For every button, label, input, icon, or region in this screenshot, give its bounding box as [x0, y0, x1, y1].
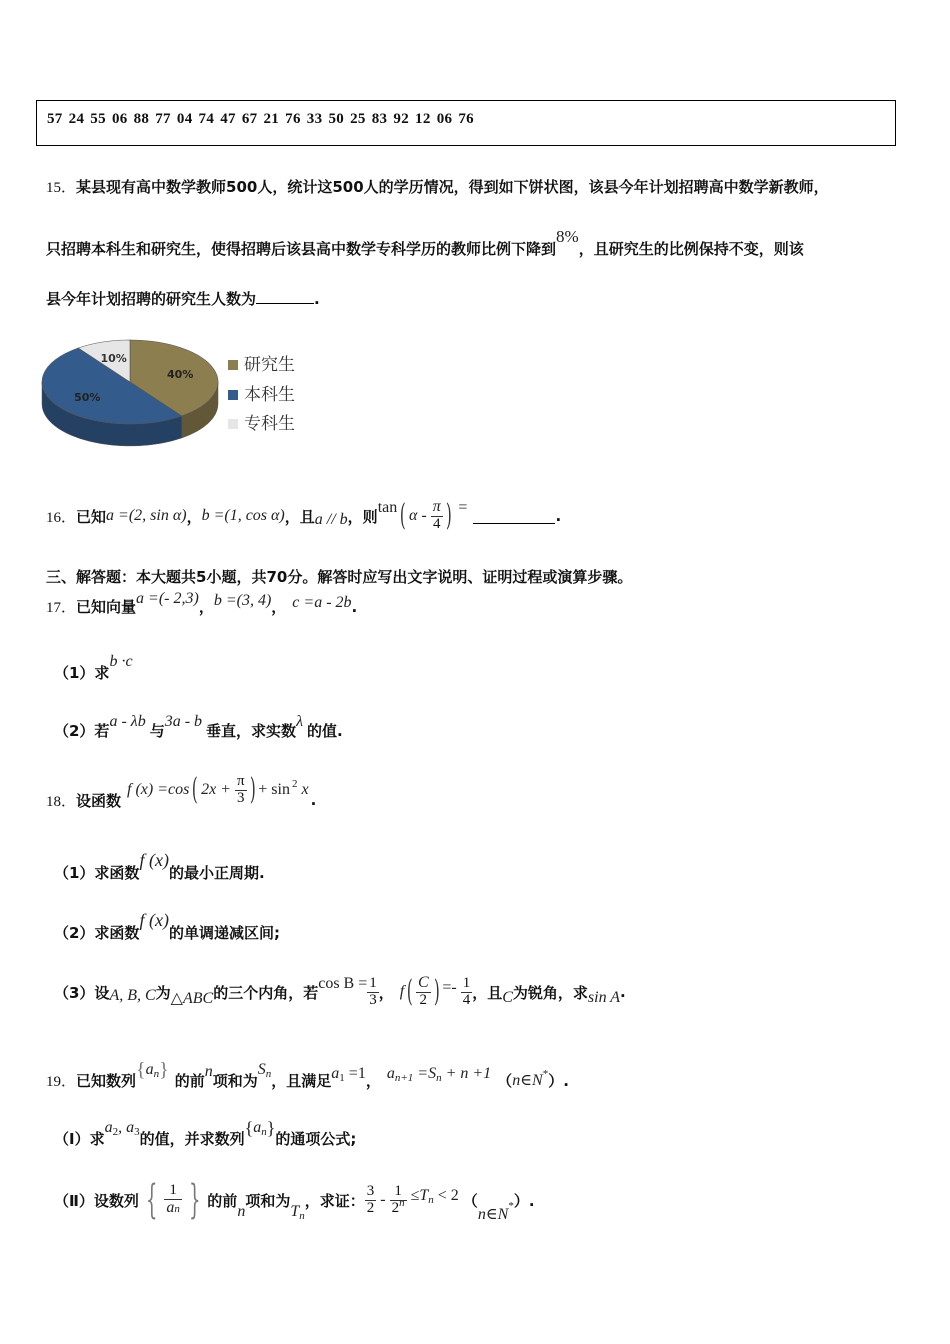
random-number-row: 57 24 55 06 88 77 04 74 47 67 21 76 33 50 25 83 92 12 06 76 [47, 111, 474, 127]
q18-2x-plus: 2x + [201, 781, 231, 798]
three-numerator: 3 [366, 1182, 375, 1199]
left-paren: ( [192, 772, 199, 807]
right-brace: } [266, 1117, 276, 1138]
section-3-heading: 三、解答题：本大题共5小题，共70分。解答时应写出文字说明、证明过程或演算步骤。 [46, 568, 633, 586]
q19-eq2: =S [417, 1065, 437, 1082]
pie-label-研究生: 40% [167, 368, 194, 382]
q19-line [46, 1050, 569, 1090]
answer-blank [473, 509, 555, 524]
q18-text-angles: 的三个内角，若 [213, 983, 319, 1002]
left-brace: { [244, 1117, 254, 1138]
q18-part3 [54, 968, 626, 1016]
q19-sub-n: n [153, 1068, 160, 1080]
q18-cos-b: cos B = [318, 975, 368, 992]
q19-n: n [237, 1203, 246, 1220]
q17-part1-expr: b ·c [109, 653, 133, 670]
legend-label: 本科生 [244, 385, 295, 405]
q15-percent: 8% [556, 227, 579, 246]
q19-part1-label: （Ⅰ）求 [54, 1129, 105, 1148]
q16-line [46, 496, 561, 536]
q19-eq1: =1 [348, 1065, 366, 1082]
right-paren: ) [249, 772, 256, 807]
q18-number: 18． [46, 793, 77, 810]
q17-vector-c: c =a - 2b [292, 593, 352, 611]
q16-text1: 已知 [76, 507, 107, 526]
q19-sub-n: n [174, 1202, 180, 1215]
pie-label-专科生: 10% [100, 352, 127, 366]
right-brace: } [188, 1177, 201, 1223]
q18-text-is: 为 [155, 983, 171, 1002]
q19-text4: ，且满足 [271, 1071, 332, 1090]
q17-sep1: ， [198, 598, 214, 616]
q15-end: . [314, 290, 320, 308]
q17-end: . [351, 597, 358, 616]
q18-line [46, 768, 316, 812]
q17-part2 [54, 710, 343, 740]
q19-sub-n: n [261, 1126, 267, 1138]
three-denominator: 3 [237, 789, 245, 806]
q17-lambda: λ [296, 713, 303, 730]
q15-line2 [46, 227, 804, 259]
q19-part2-cond-open: （ [462, 1191, 478, 1210]
q19-t: T [290, 1203, 300, 1220]
q19-number: 19． [46, 1073, 77, 1090]
legend-swatch [228, 360, 238, 370]
q19-sup-n: n [399, 1196, 405, 1209]
legend-item-本科生 [228, 380, 295, 405]
q19-part2-text3: ，求证： [304, 1191, 365, 1210]
q19-sub-n: n [265, 1068, 272, 1080]
q16-sep: ， [186, 507, 202, 526]
q19-text3: 项和为 [212, 1071, 258, 1090]
q18-text-acute: 为锐角，求 [512, 983, 588, 1002]
q18-end: . [310, 791, 317, 809]
q19-one-over-2n [390, 1184, 407, 1217]
q15-line3 [46, 288, 320, 309]
q17-part1-label: （1）求 [54, 664, 110, 682]
q18-text-and: ，且 [472, 983, 503, 1002]
q18-part2 [54, 910, 280, 942]
q18-square: 2 [291, 778, 298, 790]
q16-text3: ，则 [347, 507, 378, 526]
q17-part2-label: （2）若 [54, 722, 110, 740]
legend-label: 专科生 [244, 414, 295, 434]
left-brace: { [145, 1177, 158, 1223]
q18-part2-label: （2）求函数 [54, 924, 140, 942]
one-numerator: 1 [164, 1183, 182, 1200]
legend-item-专科生 [228, 409, 295, 434]
q19-minus: - [380, 1191, 386, 1208]
q19-cond-open: （ [497, 1071, 513, 1090]
q18-c: C [502, 989, 513, 1006]
q18-eq-minus: =- [442, 979, 457, 996]
q19-a: a [145, 1061, 154, 1078]
q19-part2-text2: 项和为 [245, 1191, 291, 1210]
q16-number: 16． [46, 509, 77, 526]
q18-sin-a: sin A [587, 989, 621, 1006]
q19-plus-n-1: + n +1 [445, 1065, 492, 1082]
legend-item-研究生 [228, 350, 295, 375]
q19-part2-cond: n∈N [477, 1206, 509, 1223]
q19-le-t: ≤T [410, 1187, 429, 1204]
q18-one-quarter [461, 976, 473, 1009]
pie-label-本科生: 50% [74, 390, 101, 404]
q19-part2-cond-close: ）. [513, 1191, 535, 1210]
q17-text-value: 的值. [307, 722, 343, 740]
q18-x: x [301, 781, 309, 798]
q19-sub-3: 3 [134, 1126, 140, 1138]
q19-one-over-an [164, 1183, 182, 1217]
q19-a: a [166, 1198, 175, 1216]
q15-number: 15． [46, 180, 77, 196]
q18-part1 [54, 850, 265, 882]
q19-part2 [54, 1172, 535, 1228]
one-numerator: 1 [390, 1184, 407, 1201]
legend-swatch [228, 390, 238, 400]
q16-equals: = [458, 499, 468, 516]
right-paren: ) [433, 974, 440, 1009]
q15-text2b: ，且研究生的比例保持不变，则该 [578, 240, 804, 258]
q19-sub-2: 2 [112, 1126, 119, 1138]
q18-part1-tail: 的最小正周期. [168, 864, 265, 882]
q19-lt-2: < 2 [437, 1187, 459, 1204]
two-base: 2 [391, 1199, 400, 1216]
four-denominator: 4 [432, 516, 441, 533]
q15-text3: 县今年计划招聘的研究生人数为 [46, 290, 257, 308]
q18-fx: f (x) [139, 910, 169, 930]
q19-a2: a [104, 1119, 113, 1136]
pie-chart [40, 332, 220, 450]
one-numerator: 1 [462, 974, 471, 991]
c-numerator: C [417, 974, 429, 992]
q16-vector-b: b =(1, cos α) [201, 507, 285, 524]
q17-text-with: 与 [149, 722, 165, 740]
q19-s: S [257, 1061, 266, 1078]
q17-part1 [54, 650, 133, 682]
three-denominator: 3 [369, 991, 377, 1008]
q18-text1: 设函数 [76, 791, 122, 810]
q17-text1: 已知向量 [76, 598, 137, 616]
q17-vector-a: a =(- 2,3) [136, 589, 199, 607]
q18-part2-tail: 的单调递减区间; [168, 924, 280, 942]
q17-vector-b: b =(3, 4) [213, 591, 272, 609]
q19-a: a [253, 1119, 262, 1136]
q18-abc: A, B, C [109, 987, 156, 1004]
q18-part1-label: （1）求函数 [54, 864, 140, 882]
q16-tan: tan [377, 499, 398, 516]
left-paren: ( [400, 498, 407, 533]
q19-sep: ， [365, 1071, 381, 1090]
q19-sub-n: n [428, 1194, 434, 1206]
q19-n: n [204, 1063, 213, 1080]
q16-pi-over-4 [431, 499, 443, 533]
q19-part1-text2: 的通项公式; [275, 1129, 357, 1148]
right-brace: } [159, 1058, 169, 1081]
q19-a1: a [331, 1065, 340, 1082]
right-paren: ) [445, 498, 452, 533]
q19-comma-a3: , a [118, 1119, 135, 1136]
left-brace: { [136, 1058, 146, 1081]
q18-sep: ， [378, 983, 394, 1002]
q19-part2-text1: 的前 [207, 1191, 238, 1210]
q17-text-perp: 垂直，求实数 [206, 722, 297, 740]
q18-c-over-2 [416, 975, 431, 1009]
q19-a-n1: a [386, 1065, 395, 1082]
q19-sub-n: n [436, 1072, 442, 1084]
q19-cond-close: ）. [548, 1071, 569, 1090]
q17-number: 17． [46, 600, 77, 616]
legend-swatch [228, 419, 238, 429]
q15-text1: 某县现有高中数学教师500人，统计这500人的学历情况，得到如下饼状图，该县今年计划招聘高中数学新教师， [76, 178, 829, 196]
q19-part2-label: （Ⅱ）设数列 [54, 1191, 139, 1210]
q18-fx: f (x) [139, 850, 169, 870]
q19-sub-1: 1 [339, 1072, 345, 1084]
q16-parallel-condition: a // b [314, 511, 348, 528]
q19-star: * [542, 1068, 549, 1080]
q19-sub-n1: n+1 [394, 1072, 414, 1084]
pi-numerator: π [432, 498, 441, 516]
q18-part3-end: . [620, 983, 626, 1001]
q19-text1: 已知数列 [76, 1071, 137, 1090]
q19-part1 [54, 1110, 356, 1146]
legend-label: 研究生 [244, 355, 295, 375]
four-denominator: 4 [462, 991, 471, 1008]
q18-f: f [399, 983, 405, 1000]
q19-text2: 的前 [174, 1071, 205, 1090]
q18-f-def: f (x) =cos [127, 781, 190, 798]
q19-three-halves [365, 1184, 377, 1217]
q18-plus-sin: + sin [258, 781, 290, 798]
q17-line [46, 589, 358, 617]
number-table-box [36, 100, 896, 146]
q15-text2a: 只招聘本科生和研究生，使得招聘后该县高中数学专科学历的教师比例下降到 [46, 240, 557, 258]
q16-alpha-minus: α - [408, 507, 427, 524]
q15-line1 [46, 176, 829, 197]
q19-part1-text1: 的值，并求数列 [139, 1129, 245, 1148]
q16-end: . [555, 507, 562, 525]
q18-one-third [367, 976, 379, 1009]
q18-triangle: △ABC [170, 990, 214, 1007]
q16-vector-a: a =(2, sin α) [106, 507, 187, 524]
q19-sub-n: n [299, 1210, 305, 1222]
left-paren: ( [407, 974, 414, 1009]
q18-part3-label: （3）设 [54, 983, 110, 1002]
q16-text2: ，且 [284, 507, 315, 526]
one-numerator: 1 [369, 974, 377, 991]
q19-star: * [508, 1200, 514, 1212]
q17-expr-a-minus-lambda-b: a - λb [109, 713, 146, 730]
two-denominator: 2 [419, 992, 428, 1009]
q17-sep2: ， [271, 598, 287, 616]
q18-pi-over-3 [235, 774, 247, 807]
answer-blank [256, 289, 314, 304]
two-denominator: 2 [366, 1199, 375, 1216]
pi-numerator: π [236, 772, 245, 789]
q17-expr-3a-minus-b: 3a - b [164, 713, 203, 730]
q19-cond: n∈N [512, 1072, 543, 1089]
